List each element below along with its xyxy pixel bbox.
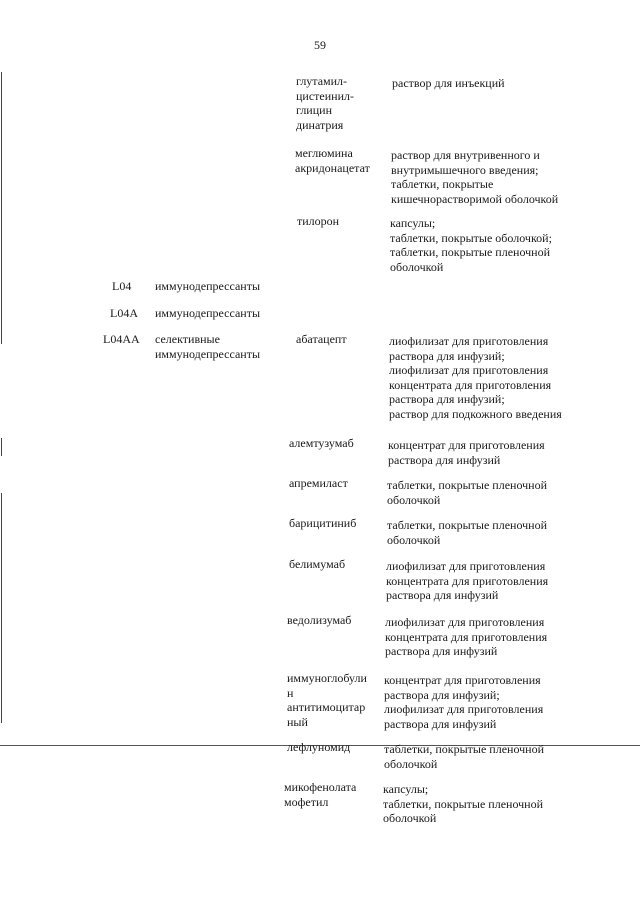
- drug-name: белимумаб: [289, 557, 346, 571]
- anatomical-group-name: иммунодепрессанты: [155, 346, 261, 361]
- drug-name: антитимоцитар: [287, 700, 366, 714]
- drug-name: цистеинил-: [296, 88, 354, 103]
- dosage-form: таблетки, покрытые пленочной: [387, 518, 548, 532]
- dosage-form: оболочкой: [383, 811, 437, 825]
- drug-name: меглюмина: [295, 146, 353, 160]
- dosage-form: оболочкой: [387, 532, 441, 547]
- left-margin-mark: [1, 72, 2, 344]
- dosage-form: оболочкой: [390, 259, 444, 274]
- drug-name: глицин: [296, 103, 332, 117]
- dosage-form: раствора для инфузий: [386, 588, 499, 602]
- dosage-form: концентрата для приготовления: [386, 573, 549, 588]
- drug-name: микофенолата: [284, 780, 357, 794]
- dosage-form: раствора для инфузий: [384, 716, 497, 731]
- dosage-form: оболочкой: [384, 756, 438, 771]
- anatomical-group-name: селективные: [155, 332, 220, 346]
- atc-code: L04A: [110, 306, 138, 320]
- dosage-form: раствора для инфузий;: [389, 348, 505, 363]
- dosage-form: таблетки, покрытые пленочной: [383, 796, 544, 811]
- dosage-form: капсулы;: [383, 782, 429, 796]
- anatomical-group-name: иммунодепрессанты: [155, 279, 261, 293]
- dosage-form: внутримышечного введения;: [391, 162, 539, 177]
- drug-name: ный: [287, 714, 308, 729]
- left-margin-mark: [1, 438, 2, 456]
- page-number: 59: [314, 38, 326, 52]
- dosage-form: раствора для инфузий: [385, 644, 498, 658]
- drug-name: апремиласт: [289, 476, 348, 490]
- dosage-form: лиофилизат для приготовления: [389, 334, 549, 348]
- drug-name: н: [287, 685, 294, 700]
- dosage-form: лиофилизат для приготовления: [385, 615, 545, 629]
- drug-name: акридонацетат: [295, 160, 370, 175]
- drug-name: лефлуномид: [287, 740, 351, 754]
- dosage-form: лиофилизат для приготовления: [386, 559, 546, 573]
- dosage-form: концентрат для приготовления: [384, 673, 541, 687]
- dosage-form: раствора для инфузий: [388, 452, 501, 467]
- left-margin-mark: [1, 493, 2, 723]
- atc-code: L04: [112, 279, 132, 293]
- drug-name: тилорон: [297, 214, 340, 228]
- drug-name: барицитиниб: [289, 516, 357, 530]
- dosage-form: лиофилизат для приготовления: [389, 363, 549, 377]
- dosage-form: таблетки, покрытые оболочкой;: [390, 230, 552, 245]
- dosage-form: концентрата для приготовления: [389, 377, 552, 392]
- dosage-form: таблетки, покрытые: [391, 177, 494, 191]
- atc-code: L04AA: [103, 332, 140, 346]
- dosage-form: раствора для инфузий;: [384, 687, 500, 702]
- drug-name: глутамил-: [296, 74, 348, 88]
- dosage-form: капсулы;: [390, 216, 436, 230]
- dosage-form: таблетки, покрытые пленочной: [390, 245, 551, 259]
- drug-name: алемтузумаб: [289, 436, 354, 450]
- dosage-form: раствор для внутривенного и: [391, 148, 540, 162]
- anatomical-group-name: иммунодепрессанты: [155, 306, 261, 320]
- dosage-form: раствор для подкожного введения: [389, 406, 562, 421]
- drug-name: динатрия: [296, 117, 344, 132]
- dosage-form: оболочкой: [387, 492, 441, 507]
- drug-name: мофетил: [284, 794, 329, 809]
- dosage-form: концентрата для приготовления: [385, 629, 548, 644]
- dosage-form: таблетки, покрытые пленочной: [387, 478, 548, 492]
- dosage-form: таблетки, покрытые пленочной: [384, 742, 545, 756]
- drug-name: иммуноглобули: [287, 671, 367, 685]
- dosage-form: кишечнорастворимой оболочкой: [391, 191, 559, 206]
- drug-name: ведолизумаб: [287, 613, 352, 627]
- dosage-form: лиофилизат для приготовления: [384, 702, 544, 716]
- dosage-form: раствора для инфузий;: [389, 392, 505, 406]
- drug-name: абатацепт: [296, 332, 347, 346]
- dosage-form: раствор для инъекций: [392, 76, 505, 90]
- dosage-form: концентрат для приготовления: [388, 438, 545, 452]
